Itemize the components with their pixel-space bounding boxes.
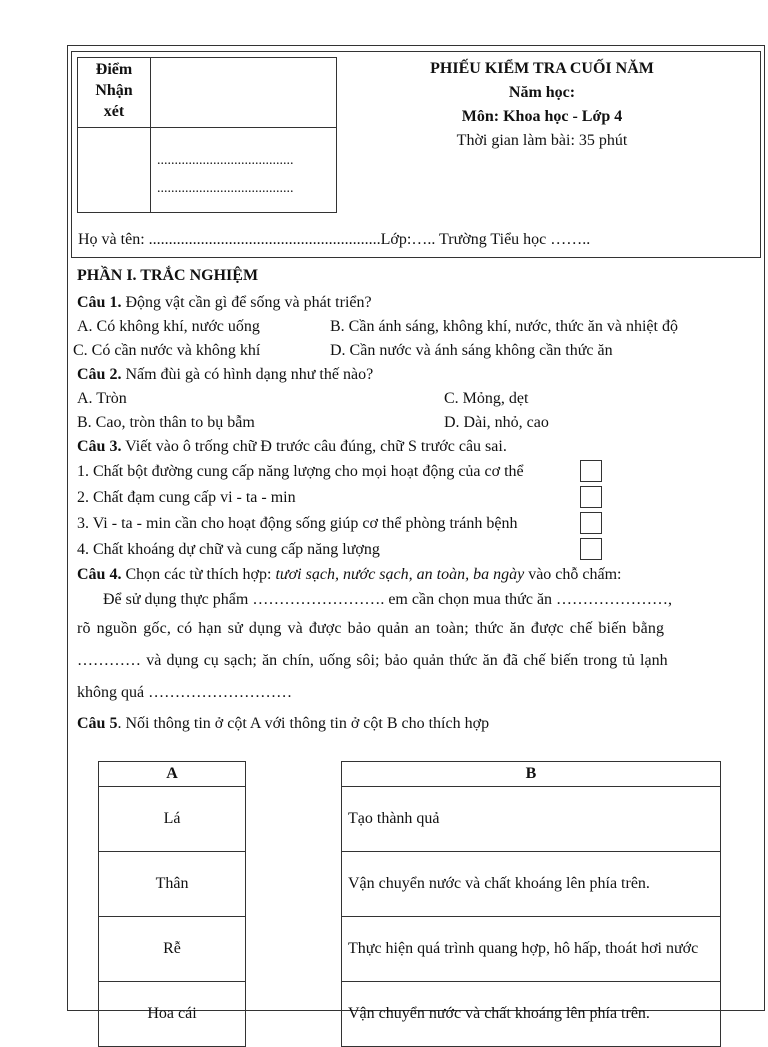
tf-item-2 — [77, 485, 729, 511]
column-b-item-3[interactable]: Thực hiện quá trình quang hợp, hô hấp, thoát hơi nước — [342, 917, 721, 982]
comment-cell[interactable] — [151, 128, 337, 213]
header-box — [71, 51, 761, 258]
column-a-item-2[interactable]: Thân — [99, 852, 246, 917]
grade-score-cell[interactable] — [151, 58, 337, 128]
q2-option-c[interactable]: C. Mỏng, dẹt — [444, 390, 529, 407]
tf-item-1-text: 1. Chất bột đường cung cấp năng lượng cho mọi hoạt động của cơ thể — [77, 463, 524, 480]
tf-item-4 — [77, 537, 729, 563]
exam-content — [73, 261, 729, 739]
grade-blank-cell[interactable] — [78, 128, 151, 213]
q4-paragraph-line-2[interactable]: rõ nguồn gốc, có hạn sử dụng và được bảo quản an toàn; thức ăn được chế biến bằng — [77, 620, 665, 637]
column-a-header: A — [99, 762, 246, 787]
worksheet-frame — [67, 45, 765, 1022]
grade-label-cell — [78, 58, 151, 128]
question-3-text: Viết vào ô trống chữ Đ trước câu đúng, chữ S trước câu sai. — [121, 438, 507, 455]
tf-item-4-text: 4. Chất khoáng dự chữ và cung cấp năng lượng — [77, 541, 380, 558]
q4-paragraph-line-4[interactable]: không quá ……………………… — [77, 684, 293, 701]
question-2-number: Câu 2. — [77, 366, 122, 383]
question-5 — [77, 709, 729, 739]
question-4-text: Chọn các từ thích hợp: — [121, 566, 276, 583]
q2-option-a[interactable]: A. Tròn — [77, 390, 127, 407]
q1-option-d[interactable]: D. Cần nước và ánh sáng không cần thức ăn — [330, 342, 613, 359]
tf-item-3 — [77, 511, 729, 537]
q4-paragraph-line-1[interactable]: Để sử dụng thực phẩm ……………………. em cần chọn mua thức ăn …………………, — [103, 591, 673, 608]
grade-comment-table — [77, 57, 337, 213]
question-1-row-2 — [73, 339, 729, 363]
comment-dots-2: ....................................... — [157, 181, 294, 196]
school-year: Năm học: — [508, 84, 576, 101]
tf-answer-box-2[interactable] — [580, 486, 602, 508]
time-line: Thời gian làm bài: 35 phút — [456, 132, 628, 149]
question-1-number: Câu 1. — [77, 294, 122, 311]
question-4-words: tươi sạch, nước sạch, an toàn, ba ngày — [275, 566, 525, 583]
question-2-row-1 — [77, 387, 729, 411]
question-1-row-1 — [77, 315, 729, 339]
question-4-number: Câu 4. — [77, 566, 122, 583]
q1-option-a[interactable]: A. Có không khí, nước uống — [77, 318, 260, 335]
column-a-item-3[interactable]: Rễ — [99, 917, 246, 982]
q2-option-d[interactable]: D. Dài, nhỏ, cao — [444, 414, 549, 431]
question-5-number: Câu 5 — [77, 715, 118, 732]
column-b-item-4[interactable]: Vận chuyển nước và chất khoáng lên phía trên. — [342, 982, 721, 1047]
comment-label-2: xét — [103, 103, 125, 120]
question-1 — [77, 291, 729, 315]
grade-label: Điểm — [95, 61, 133, 78]
question-2 — [77, 363, 729, 387]
question-4 — [77, 563, 729, 587]
matching-area — [98, 761, 730, 1021]
column-b-header: B — [342, 762, 721, 787]
tf-answer-box-1[interactable] — [580, 460, 602, 482]
comment-dots-1: ....................................... — [157, 153, 294, 168]
column-a-item-4[interactable]: Hoa cái — [99, 982, 246, 1047]
question-4-text-end: vào chỗ chấm: — [524, 566, 622, 583]
q1-option-c[interactable]: C. Có cần nước và không khí — [73, 342, 261, 359]
column-a-table — [98, 761, 246, 1047]
column-b-item-1[interactable]: Tạo thành quả — [342, 787, 721, 852]
section-title: PHẦN I. TRẮC NGHIỆM — [77, 267, 259, 284]
tf-answer-box-3[interactable] — [580, 512, 602, 534]
question-2-row-2 — [77, 411, 729, 435]
student-info-line[interactable]: Họ và tên: ..........................................................Lớp:….. Trường Tiểu học …….. — [78, 231, 591, 248]
column-a-item-1[interactable]: Lá — [99, 787, 246, 852]
question-1-text: Động vật cần gì để sống và phát triển? — [121, 294, 372, 311]
q2-option-b[interactable]: B. Cao, tròn thân to bụ bẫm — [77, 414, 255, 431]
subject-line: Môn: Khoa học - Lớp 4 — [461, 108, 623, 125]
exam-header — [372, 57, 712, 153]
question-2-text: Nấm đùi gà có hình dạng như thế nào? — [121, 366, 374, 383]
comment-label-1: Nhận — [95, 82, 133, 99]
question-3-number: Câu 3. — [77, 438, 122, 455]
tf-item-2-text: 2. Chất đạm cung cấp vi - ta - min — [77, 489, 296, 506]
column-b-item-2[interactable]: Vận chuyển nước và chất khoáng lên phía trên. — [342, 852, 721, 917]
column-b-table — [341, 761, 721, 1047]
tf-answer-box-4[interactable] — [580, 538, 602, 560]
q4-paragraph-line-3[interactable]: ………… và dụng cụ sạch; ăn chín, uống sôi; bảo quản thức ăn đã chế biến trong tủ lạnh — [77, 652, 668, 669]
question-5-text: . Nối thông tin ở cột A với thông tin ở cột B cho thích hợp — [117, 715, 490, 732]
question-3 — [77, 435, 729, 459]
q1-option-b[interactable]: B. Cần ánh sáng, không khí, nước, thức ăn và nhiệt độ — [330, 318, 678, 335]
tf-item-3-text: 3. Vi - ta - min cần cho hoạt động sống giúp cơ thể phòng tránh bệnh — [77, 515, 518, 532]
exam-title: PHIẾU KIỂM TRA CUỐI NĂM — [430, 60, 654, 77]
tf-item-1 — [77, 459, 729, 485]
